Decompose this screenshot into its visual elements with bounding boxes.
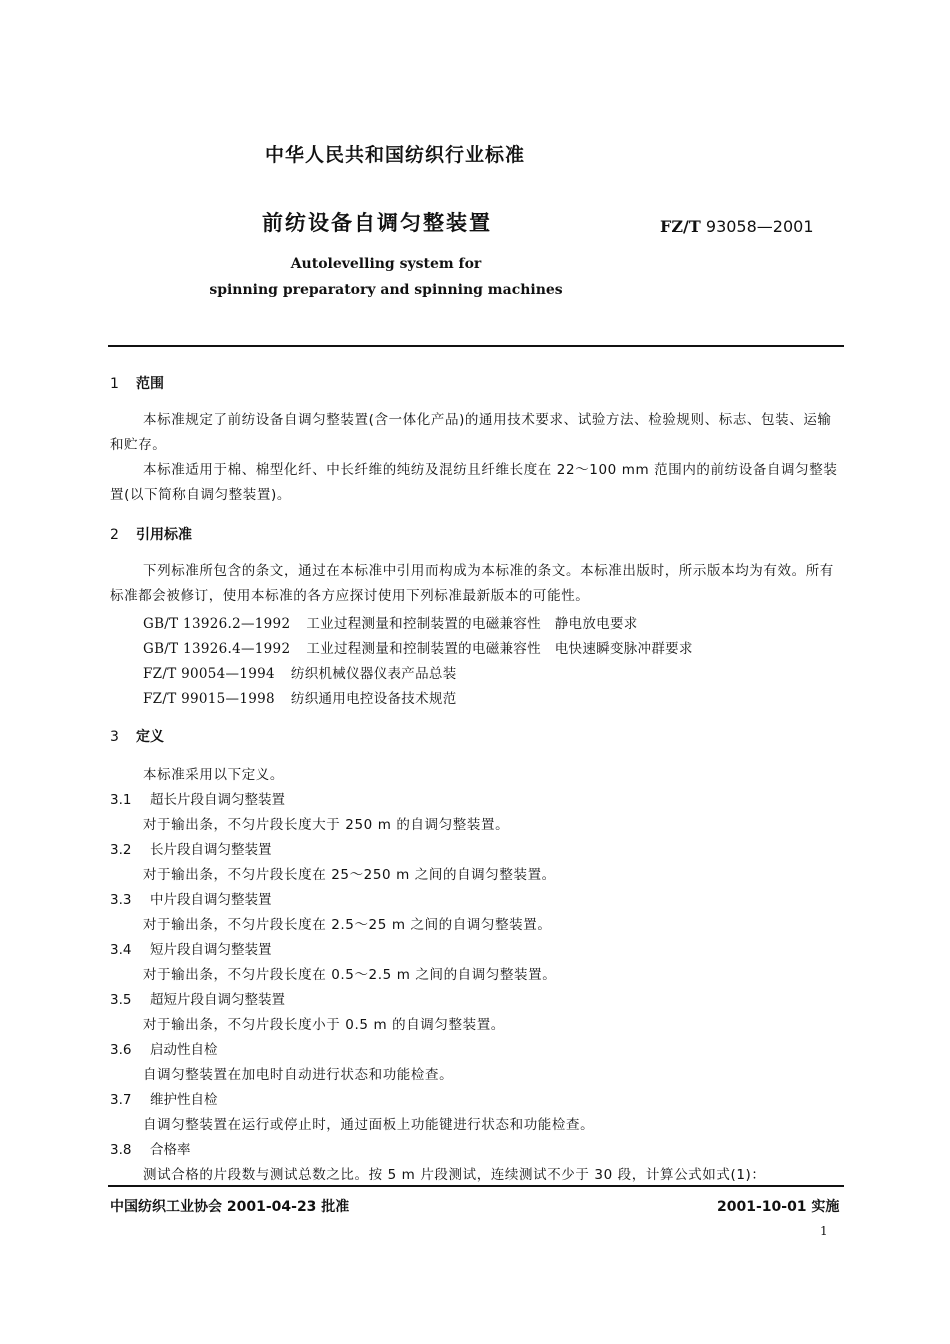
reference-code: FZ/T 90054—1994 [143, 666, 275, 682]
reference-item [143, 637, 693, 657]
definition-term [110, 1138, 191, 1158]
standard-category-title: 中华人民共和国纺织行业标准 [264, 144, 525, 166]
term-name: 启动性自检 [150, 1042, 218, 1058]
footer-divider [108, 1185, 844, 1187]
definition-text: 对于输出条，不匀片段长度在 2.5～25 m 之间的自调匀整装置。 [143, 917, 552, 933]
reference-item [143, 687, 457, 707]
section-1-heading [110, 373, 164, 393]
reference-item [143, 662, 457, 682]
term-name: 合格率 [150, 1142, 191, 1158]
approval-info: 中国纺织工业协会 2001-04-23 批准 [110, 1199, 350, 1215]
page-number: 1 [820, 1224, 828, 1238]
definition-term [110, 1088, 218, 1108]
clause-number: 3.2 [110, 842, 132, 858]
definition-term [110, 888, 272, 908]
reference-title: 纺织通用电控设备技术规范 [290, 691, 457, 707]
term-name: 中片段自调匀整装置 [150, 892, 272, 908]
definition-text: 测试合格的片段数与测试总数之比。按 5 m 片段测试，连续测试不少于 30 段，计算公式如式(1)： [143, 1167, 766, 1183]
definition-term [110, 1038, 218, 1058]
section-number: 1 [110, 376, 119, 392]
section-2-paragraph: 下列标准所包含的条文，通过在本标准中引用而构成为本标准的条文。本标准出版时，所示版本均为有效。所有标准都会被修订，使用本标准的各方应探讨使用下列标准最新版本的可能性。 [110, 563, 834, 604]
standard-code-prefix: FZ/T [660, 217, 701, 236]
section-3-heading [110, 726, 164, 746]
english-title-line-2: spinning preparatory and spinning machines [209, 282, 563, 298]
section-1-paragraph-2: 本标准适用于棉、棉型化纤、中长纤维的纯纺及混纺且纤维长度在 22～100 mm 范围内的前纺设备自调匀整装置(以下简称自调匀整装置)。 [110, 462, 838, 503]
definition-text: 对于输出条，不匀片段长度在 25～250 m 之间的自调匀整装置。 [143, 867, 556, 883]
english-title-line-1: Autolevelling system for [290, 256, 482, 272]
section-title: 引用标准 [136, 527, 192, 543]
clause-number: 3.3 [110, 892, 132, 908]
reference-code: GB/T 13926.4—1992 [143, 641, 291, 657]
section-title: 范围 [136, 376, 164, 392]
term-name: 长片段自调匀整装置 [150, 842, 272, 858]
reference-title: 工业过程测量和控制装置的电磁兼容性 电快速瞬变脉冲群要求 [306, 641, 693, 657]
clause-number: 3.7 [110, 1092, 132, 1108]
clause-number: 3.8 [110, 1142, 132, 1158]
reference-code: GB/T 13926.2—1992 [143, 616, 291, 632]
standard-code-number: 93058—2001 [705, 217, 814, 236]
definition-text: 对于输出条，不匀片段长度小于 0.5 m 的自调匀整装置。 [143, 1017, 505, 1033]
term-name: 超短片段自调匀整装置 [150, 992, 285, 1008]
standard-code [660, 217, 814, 236]
term-name: 短片段自调匀整装置 [150, 942, 272, 958]
definition-term [110, 988, 285, 1008]
definition-term [110, 938, 272, 958]
reference-item [143, 612, 638, 632]
header-divider [108, 345, 844, 347]
section-number: 2 [110, 527, 119, 543]
reference-code: FZ/T 99015—1998 [143, 691, 275, 707]
section-3-intro: 本标准采用以下定义。 [143, 767, 284, 783]
definition-text: 对于输出条，不匀片段长度大于 250 m 的自调匀整装置。 [143, 817, 510, 833]
section-1-paragraph-1: 本标准规定了前纺设备自调匀整装置(含一体化产品)的通用技术要求、试验方法、检验规则、标志、包装、运输和贮存。 [110, 412, 832, 453]
section-title: 定义 [136, 729, 164, 745]
section-2-heading [110, 524, 192, 544]
clause-number: 3.6 [110, 1042, 132, 1058]
definition-text: 自调匀整装置在加电时自动进行状态和功能检查。 [143, 1067, 454, 1083]
clause-number: 3.4 [110, 942, 132, 958]
section-number: 3 [110, 729, 119, 745]
definition-term [110, 838, 272, 858]
reference-title: 工业过程测量和控制装置的电磁兼容性 静电放电要求 [306, 616, 638, 632]
definition-term [110, 788, 285, 808]
effective-date: 2001-10-01 实施 [717, 1199, 840, 1215]
definition-text: 自调匀整装置在运行或停止时，通过面板上功能键进行状态和功能检查。 [143, 1117, 595, 1133]
reference-title: 纺织机械仪器仪表产品总装 [290, 666, 457, 682]
term-name: 超长片段自调匀整装置 [150, 792, 285, 808]
definition-text: 对于输出条，不匀片段长度在 0.5～2.5 m 之间的自调匀整装置。 [143, 967, 557, 983]
clause-number: 3.1 [110, 792, 132, 808]
term-name: 维护性自检 [150, 1092, 218, 1108]
document-title: 前纺设备自调匀整装置 [262, 211, 492, 235]
clause-number: 3.5 [110, 992, 132, 1008]
